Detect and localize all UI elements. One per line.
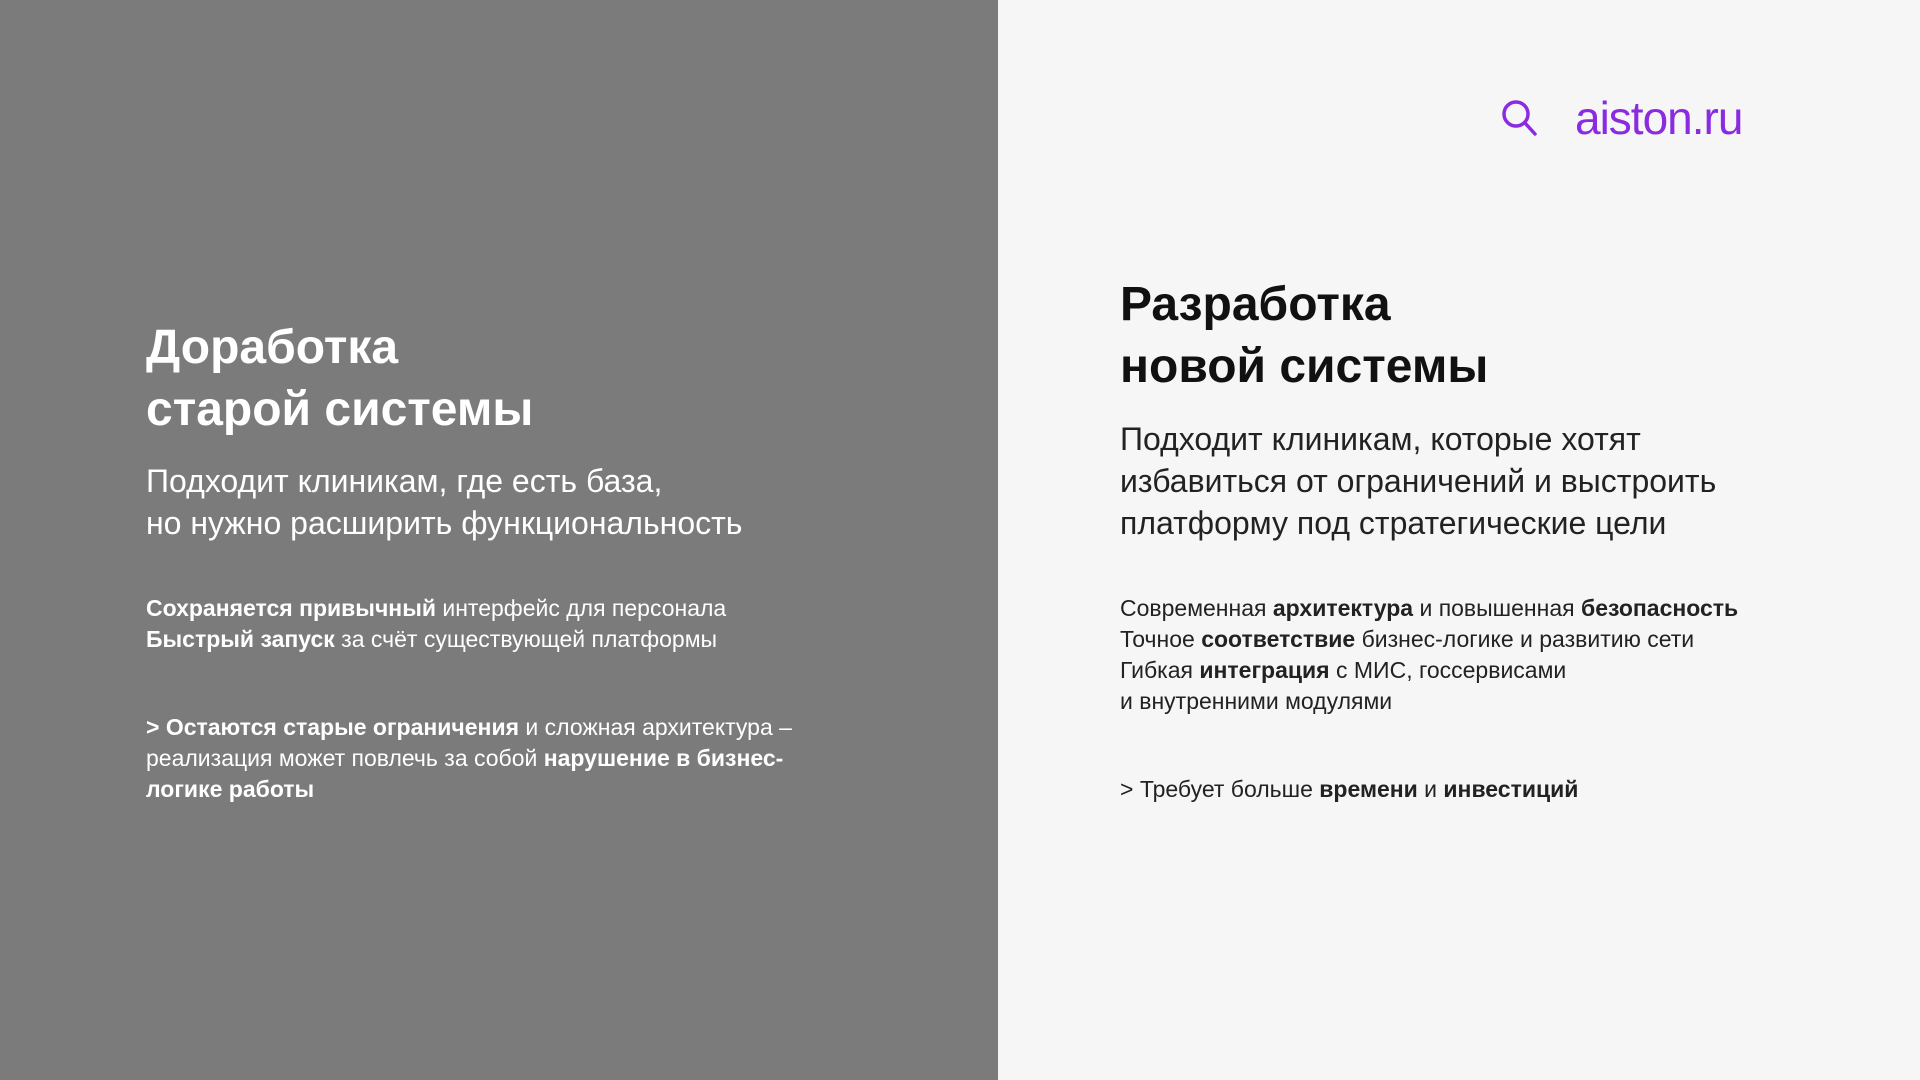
left-drawback-text: реализация может повлечь за собой bbox=[146, 745, 544, 771]
left-drawback-text: и сложная архитектура – bbox=[519, 714, 792, 740]
right-benefit-bold: интеграция bbox=[1199, 657, 1330, 683]
left-title bbox=[146, 317, 533, 441]
right-panel bbox=[998, 0, 1920, 1080]
right-title-line1: Разработка bbox=[1120, 278, 1391, 331]
left-drawback-line1 bbox=[146, 712, 792, 743]
right-benefit-item bbox=[1120, 655, 1738, 686]
right-benefit-text: и повышенная bbox=[1413, 595, 1581, 621]
top-bar bbox=[1500, 90, 1742, 146]
right-subtitle-line1: Подходит клиникам, которые хотят bbox=[1120, 421, 1641, 457]
right-subtitle bbox=[1120, 418, 1716, 544]
right-benefit-bold: соответствие bbox=[1201, 626, 1356, 652]
left-benefit-item bbox=[146, 624, 726, 655]
right-drawback-text: и bbox=[1417, 776, 1444, 802]
right-benefit-text: Точное bbox=[1120, 626, 1202, 652]
right-benefit-text: Гибкая bbox=[1120, 657, 1200, 683]
right-benefit-item bbox=[1120, 593, 1738, 624]
site-logo-link[interactable]: aiston.ru bbox=[1575, 92, 1743, 144]
right-drawback-bold: инвестиций bbox=[1443, 776, 1579, 802]
left-benefit-bold: Сохраняется привычный bbox=[146, 595, 436, 621]
left-drawback-line3 bbox=[146, 774, 792, 805]
right-benefit-bold: безопасность bbox=[1580, 595, 1739, 621]
left-benefit-text: интерфейс для персонала bbox=[435, 595, 727, 621]
left-subtitle-line1: Подходит клиникам, где есть база, bbox=[146, 463, 663, 499]
search-icon[interactable] bbox=[1500, 98, 1540, 138]
right-benefit-bold: архитектура bbox=[1272, 595, 1414, 621]
left-benefit-text: за счёт существующей платформы bbox=[334, 626, 718, 652]
left-subtitle bbox=[146, 460, 742, 544]
right-benefit-item bbox=[1120, 624, 1738, 655]
left-benefit-item bbox=[146, 593, 726, 624]
right-drawback-text: > Требует больше bbox=[1120, 776, 1320, 802]
right-subtitle-line2: избавиться от ограничений и выстроить bbox=[1120, 463, 1717, 499]
left-drawback-line2 bbox=[146, 743, 792, 774]
left-title-line1: Доработка bbox=[146, 321, 399, 374]
right-title bbox=[1120, 274, 1488, 398]
right-title-line2: новой системы bbox=[1120, 340, 1489, 393]
left-title-line2: старой системы bbox=[146, 383, 534, 436]
right-benefit-text: с МИС, госсервисами bbox=[1329, 657, 1567, 683]
right-subtitle-line3: платформу под стратегические цели bbox=[1120, 505, 1667, 541]
left-benefit-bold: Быстрый запуск bbox=[146, 626, 335, 652]
left-drawback-bold: нарушение в бизнес- bbox=[543, 745, 784, 771]
left-drawback-bold: > Остаются старые ограничения bbox=[146, 714, 520, 740]
left-benefits-list bbox=[146, 593, 726, 655]
left-drawback-bold: логике работы bbox=[146, 776, 315, 802]
right-benefit-item: и внутренними модулями bbox=[1120, 688, 1393, 714]
right-drawback-bold: времени bbox=[1319, 776, 1418, 802]
left-subtitle-line2: но нужно расширить функциональность bbox=[146, 505, 743, 541]
right-drawback bbox=[1120, 774, 1578, 805]
right-benefit-text: Современная bbox=[1120, 595, 1273, 621]
right-benefit-text: бизнес-логике и развитию сети bbox=[1355, 626, 1695, 652]
left-drawback bbox=[146, 712, 792, 805]
right-benefits-list bbox=[1120, 593, 1738, 717]
right-drawback-line bbox=[1120, 774, 1578, 805]
